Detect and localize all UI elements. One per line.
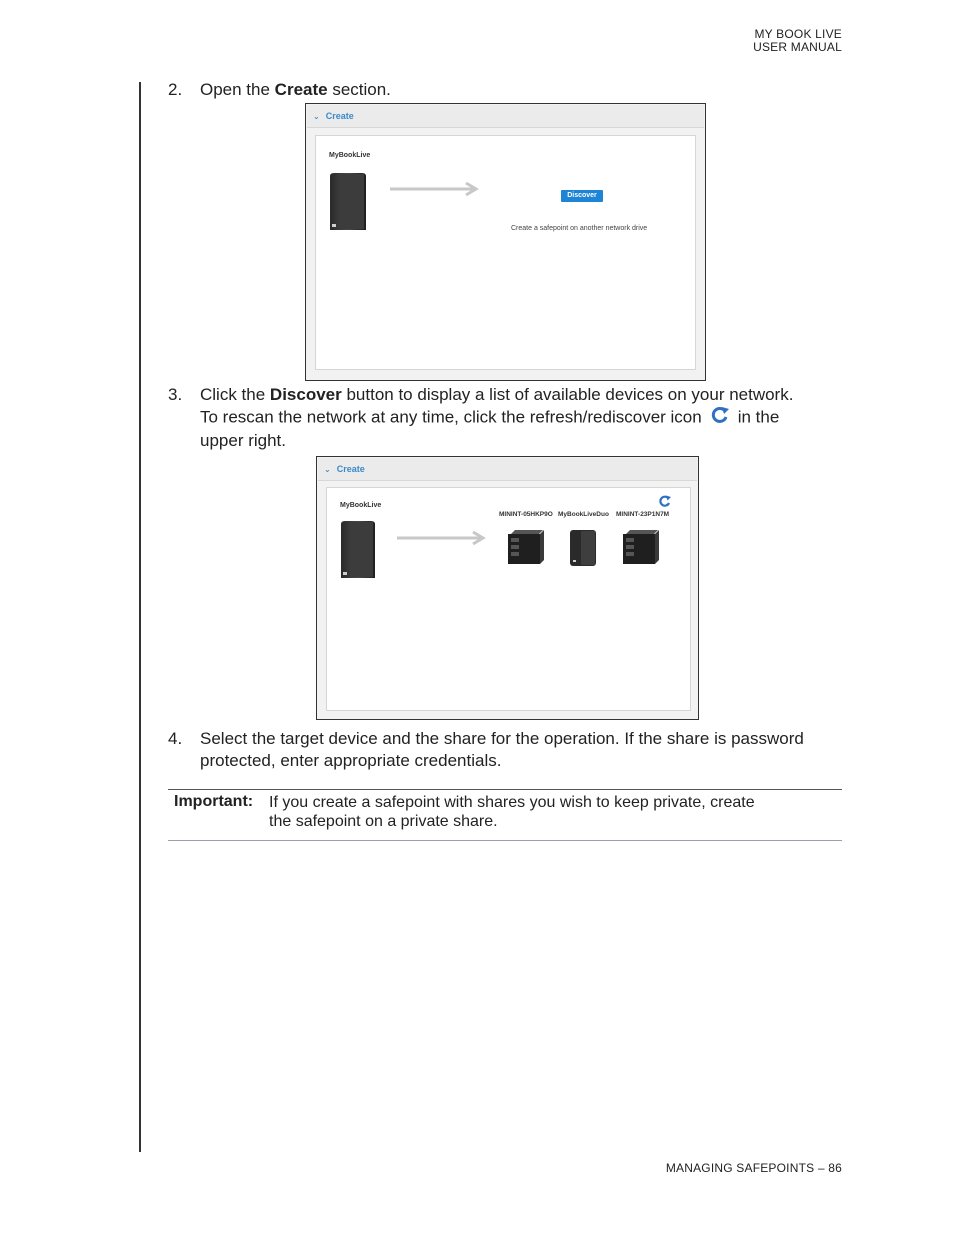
create-panel — [326, 487, 691, 711]
target-device-label: MININT-23P1N7M — [616, 511, 670, 518]
create-panel — [315, 135, 696, 370]
step-text: Click the Discover button to display a list of available devices on your network. — [200, 385, 794, 404]
screenshot-create-section — [305, 103, 706, 381]
step-number: 2. — [168, 80, 183, 99]
margin-rule — [139, 82, 141, 1152]
mybooklive-drive-icon — [337, 520, 377, 582]
page-footer: MANAGING SAFEPOINTS – 86 — [665, 1161, 842, 1175]
section-header[interactable]: ⌄ Create — [318, 458, 697, 481]
chevron-down-icon: ⌄ — [313, 112, 320, 121]
step-text: Open the Create section. — [200, 80, 391, 99]
step-text-line2: To rescan the network at any time, click the refresh/rediscover icon in the — [200, 406, 868, 430]
important-text: If you create a safepoint with shares you wish to keep private, create the safepoint on a private share. — [269, 794, 755, 830]
important-note — [168, 789, 842, 841]
target-device-label: MININT-05HKP9O — [499, 511, 553, 518]
discover-button[interactable]: Discover — [561, 190, 603, 202]
step-number: 4. — [168, 729, 183, 748]
discover-term: Discover — [269, 385, 342, 404]
mybooklive-drive-icon — [326, 172, 368, 234]
header-doc-type: USER MANUAL — [753, 40, 842, 54]
step-text-line2: protected, enter appropriate credentials. — [200, 751, 502, 770]
header-product: MY BOOK LIVE — [754, 27, 842, 41]
chevron-down-icon: ⌄ — [324, 465, 331, 474]
nas-device-icon — [505, 528, 545, 566]
mybooklive-duo-icon — [568, 528, 598, 568]
create-term: Create — [274, 80, 328, 99]
step-3 — [168, 384, 868, 452]
discover-caption: Create a safepoint on another network drive — [511, 225, 648, 232]
nas-device-icon — [620, 528, 660, 566]
important-label: Important: — [174, 793, 254, 810]
step-number: 3. — [168, 385, 183, 404]
step-text-line3: upper right. — [200, 431, 286, 450]
refresh-icon — [710, 406, 730, 430]
target-device-label: MyBookLiveDuo — [558, 511, 609, 518]
source-device-label: MyBookLive — [329, 152, 371, 159]
page-header — [753, 28, 842, 54]
arrow-right-icon — [395, 530, 487, 546]
source-device-label: MyBookLive — [340, 502, 382, 509]
step-2 — [168, 79, 848, 101]
section-header[interactable]: ⌄ Create — [307, 105, 704, 128]
refresh-rediscover-icon[interactable] — [658, 495, 672, 509]
step-text: Select the target device and the share for the operation. If the share is password — [200, 729, 804, 748]
step-4 — [168, 728, 868, 772]
arrow-right-icon — [388, 181, 480, 197]
screenshot-discovered-devices — [316, 456, 699, 720]
